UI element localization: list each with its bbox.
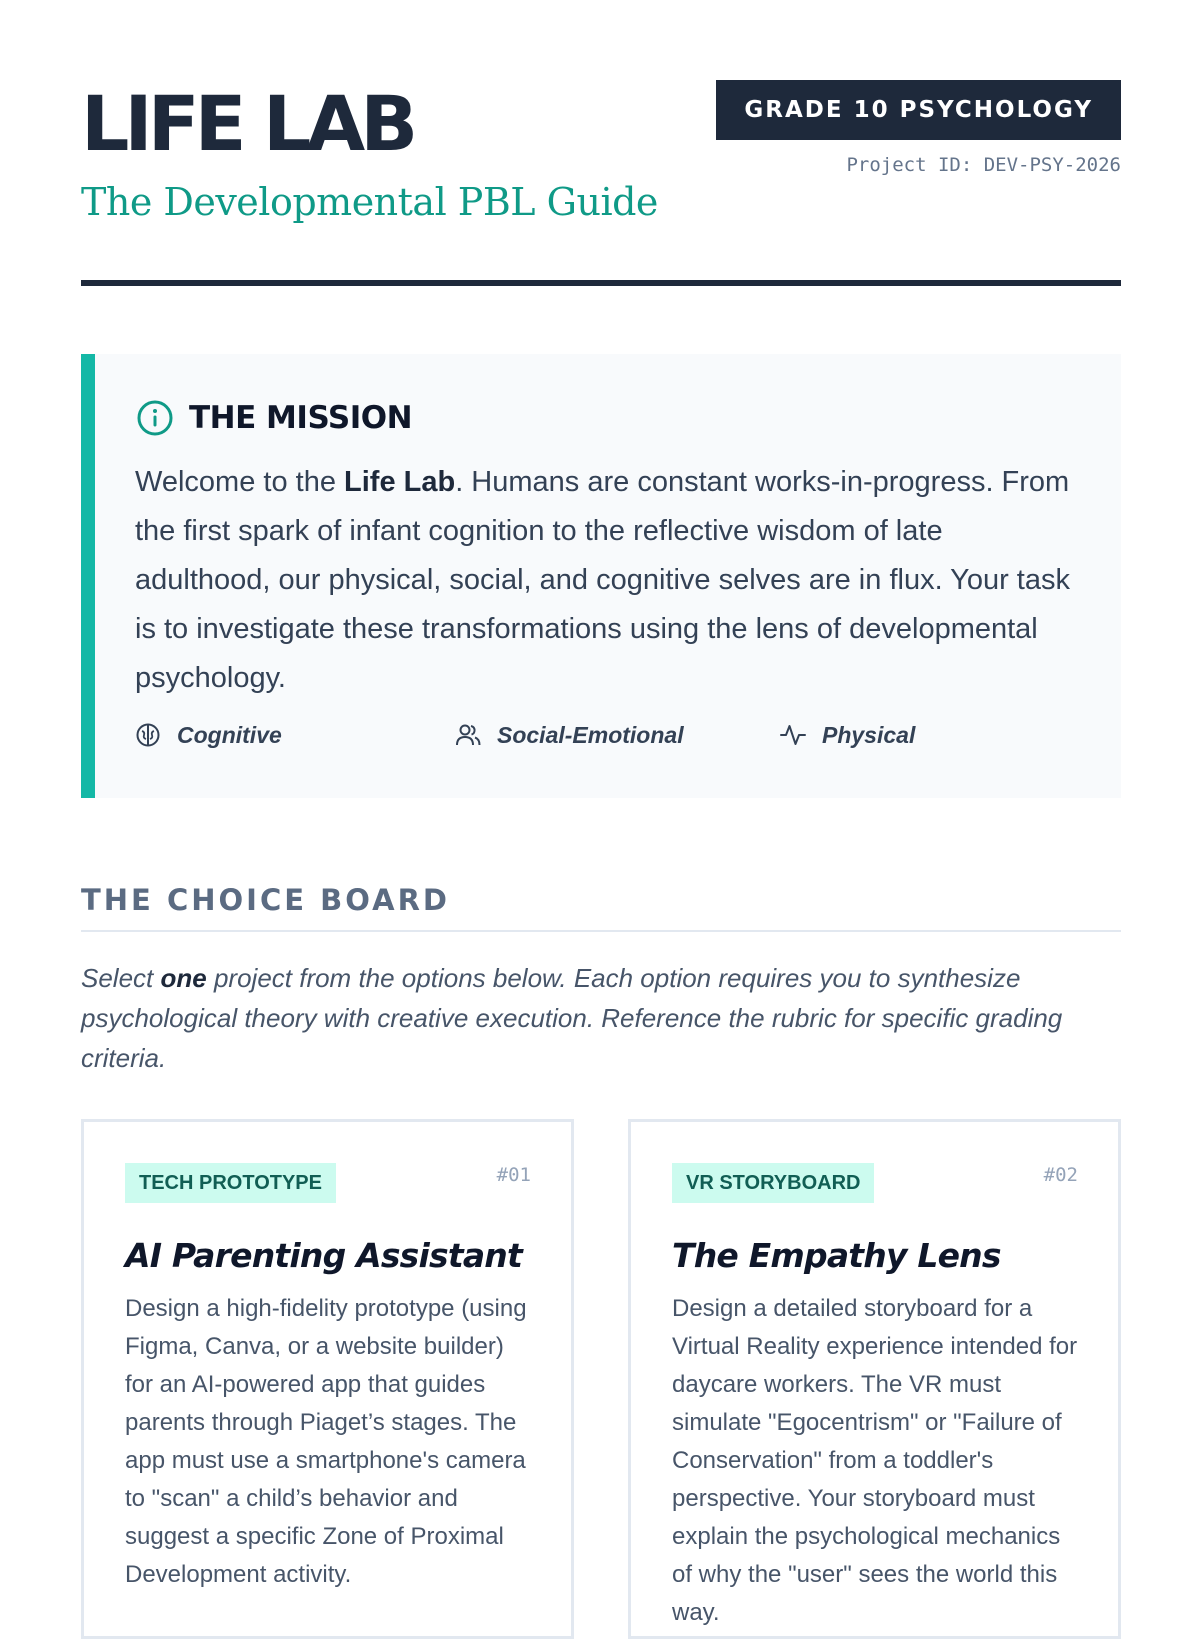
- brand-subtitle: The Developmental PBL Guide: [81, 180, 658, 224]
- mission-panel: [81, 354, 1121, 798]
- info-circle-icon: [135, 398, 175, 438]
- intro-bold: one: [160, 963, 207, 993]
- choice-board-intro: [81, 958, 1121, 1078]
- page: [81, 0, 1121, 1626]
- grade-badge: GRADE 10 PSYCHOLOGY: [716, 80, 1121, 140]
- mission-body-bold: Life Lab: [344, 466, 456, 498]
- mission-body-rest: . Humans are constant works-in-progress. From the first spark of infant cognition to the reflective wisdom of late adulthood, our physical, social, and cognitive selves are in flux. Your task is to investigate these transformations using the lens of developmental psychology.: [135, 466, 1070, 694]
- domain-list: [135, 718, 1115, 752]
- mission-body: [135, 458, 1085, 703]
- pulse-icon: [780, 722, 806, 748]
- intro-rest: project from the options below. Each option requires you to synthesize psychological theory with creative execution. Reference the rubric for specific grading criteria.: [81, 963, 1063, 1073]
- project-id: Project ID: DEV-PSY-2026: [846, 154, 1121, 176]
- domain-physical: [780, 718, 915, 752]
- card-number: #01: [496, 1164, 531, 1186]
- divider: [81, 930, 1121, 932]
- mission-title: THE MISSION: [189, 400, 413, 436]
- page-header: [81, 80, 1121, 286]
- intro-prefix: Select: [81, 963, 161, 993]
- card-tag: VR STORYBOARD: [672, 1163, 874, 1203]
- brand-title: LIFE LAB: [81, 79, 414, 168]
- choice-board-title: THE CHOICE BOARD: [81, 883, 450, 917]
- mission-heading: [135, 396, 412, 440]
- users-icon: [455, 722, 481, 748]
- card-title: The Empathy Lens: [672, 1236, 1001, 1275]
- domain-label: Physical: [822, 721, 916, 748]
- project-card-empathy-lens[interactable]: [628, 1119, 1121, 1639]
- domain-cognitive: [135, 718, 282, 752]
- domain-label: Social-Emotional: [497, 721, 684, 748]
- domain-label: Cognitive: [177, 721, 282, 748]
- card-description: Design a detailed storyboard for a Virtual Reality experience intended for daycare workers. The VR must simulate "Egocentrism" or "Failure of Conservation" from a toddler's perspective. Your storyboard must explain the psychological mechanics of why the "user" sees the world this way.: [672, 1295, 1078, 1626]
- brain-icon: [135, 722, 161, 748]
- mission-body-prefix: Welcome to the: [135, 466, 345, 498]
- domain-social-emotional: [455, 718, 684, 752]
- card-number: #02: [1043, 1164, 1078, 1186]
- card-title: AI Parenting Assistant: [125, 1236, 522, 1275]
- card-description: Design a high-fidelity prototype (using Figma, Canva, or a website builder) for an AI-powered app that guides parents through Piaget’s stages. The app must use a smartphone's camera to "scan" a child’s behavior and suggest a specific Zone of Proximal Development activity.: [125, 1295, 527, 1588]
- project-card-ai-parenting[interactable]: [81, 1119, 574, 1639]
- card-tag: TECH PROTOTYPE: [125, 1163, 336, 1203]
